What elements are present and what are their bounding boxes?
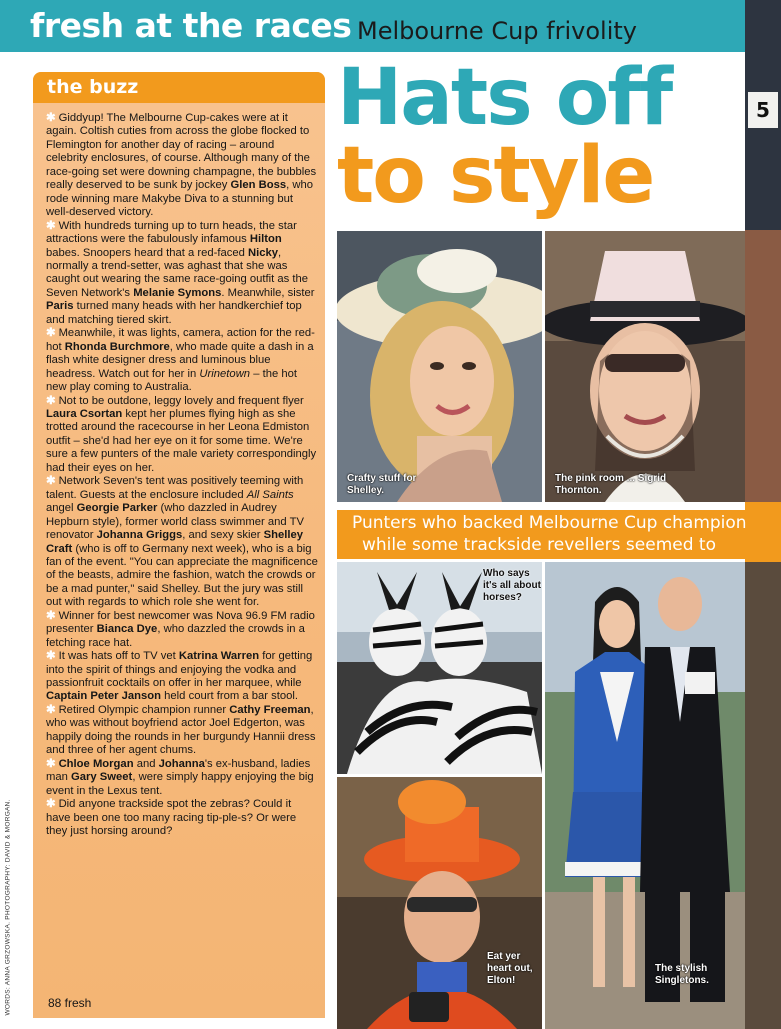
adjacent-page-edge <box>745 0 781 1029</box>
buzz-body <box>46 112 318 838</box>
buzz-title: the buzz <box>47 76 139 98</box>
photo-zebras <box>337 562 542 774</box>
asterisk-bullet-icon: ✱ <box>46 703 59 716</box>
headline-line-2: to style <box>337 131 654 221</box>
asterisk-bullet-icon: ✱ <box>46 394 59 407</box>
buzz-text: Retired Olympic champion runner <box>58 703 230 716</box>
buzz-paragraph <box>46 327 318 394</box>
asterisk-bullet-icon: ✱ <box>46 475 59 488</box>
buzz-celebrity-name: Cathy Freeman <box>229 703 311 716</box>
buzz-celebrity-name: Glen Boss <box>230 179 287 192</box>
buzz-text: , normally a trend-setter, was aghast that she was caught out wearing the same race-going outfit as the Seven Network's <box>46 246 309 299</box>
buzz-paragraph <box>46 395 318 476</box>
buzz-text: It was hats off to TV vet <box>58 650 179 663</box>
edge-number-fragment: 5 <box>748 92 778 128</box>
buzz-celebrity-name: Captain Peter Janson <box>46 690 162 703</box>
section-subtitle: Melbourne Cup frivolity <box>357 17 637 45</box>
buzz-text: . Meanwhile, sister <box>221 286 315 299</box>
buzz-celebrity-name: Katrina Warren <box>178 650 260 663</box>
buzz-celebrity-name: Shelley Craft <box>46 529 303 555</box>
buzz-paragraph <box>46 475 318 610</box>
photo-credits: WORDS: ANNA GRZOWSKA. PHOTOGRAPHY: DAVID & MORGAN. <box>4 799 12 1016</box>
photo-orange-hat <box>337 777 542 1029</box>
section-title: fresh at the races <box>30 6 352 45</box>
buzz-text: , who dazzled the crowds in a fetching race hat. <box>46 623 305 649</box>
caption-zebras: Who says it's all about horses? <box>483 568 541 603</box>
asterisk-bullet-icon: ✱ <box>46 798 59 811</box>
buzz-celebrity-name: Georgie Parker <box>76 502 158 515</box>
photo-shelley-craft <box>337 231 542 502</box>
buzz-text: Not to be outdone, leggy lovely and frequent flyer <box>58 394 304 407</box>
buzz-paragraph <box>46 610 318 650</box>
edge-photo-bottom <box>745 562 781 1029</box>
buzz-text: held court from a bar stool. <box>161 690 298 703</box>
buzz-celebrity-name: Johanna Griggs <box>96 529 183 542</box>
buzz-celebrity-name: Bianca Dye <box>96 623 158 636</box>
caption-sigrid: The pink room ... Sigrid Thornton. <box>555 473 667 496</box>
buzz-text: babes. Snoopers heard that a red-faced <box>46 246 249 259</box>
buzz-paragraph <box>46 220 318 328</box>
buzz-celebrity-name: Rhonda Burchmore <box>64 340 170 353</box>
asterisk-bullet-icon: ✱ <box>46 327 59 340</box>
asterisk-bullet-icon: ✱ <box>46 112 59 124</box>
buzz-text: – the hot new play coming to Australia. <box>46 367 297 394</box>
buzz-celebrity-name: Gary Sweet <box>71 771 133 784</box>
buzz-text: Meanwhile, it was lights, camera, action for the red-hot <box>46 327 315 353</box>
buzz-text: (who is off to Germany next week), who is a big fan of the event. "You can appreciate the magnificence of the beasts, admire the fashion, watch the crowds or be a mad punter," said Shelley. But the jury was still out with regards to which role she went for. <box>46 542 318 609</box>
banner-line-1: Punters who backed Melbourne Cup champion <box>352 513 747 533</box>
edge-banner <box>745 502 781 562</box>
edge-photo-middle <box>745 230 781 502</box>
buzz-celebrity-name: Nicky <box>248 246 279 259</box>
caption-elton: Eat yer heart out, Elton! <box>487 951 533 986</box>
buzz-text: , and sexy skier <box>182 529 264 542</box>
photo-singletons <box>545 562 745 1029</box>
section-header <box>0 0 745 52</box>
buzz-italic-title: All Saints <box>246 488 294 501</box>
banner-line-2: while some trackside revellers seemed to <box>362 535 716 555</box>
buzz-paragraph <box>46 112 318 220</box>
buzz-text: Winner for best newcomer was Nova 96.9 FM radio presenter <box>46 609 315 636</box>
caption-shelley: Crafty stuff for Shelley. <box>347 473 417 496</box>
story-banner <box>337 510 745 559</box>
buzz-italic-title: Urinetown <box>199 367 251 380</box>
buzz-text: Network Seven's tent was positively teeming with talent. Guests at the enclosure included <box>46 475 304 501</box>
headline-line-1: Hats off <box>337 53 672 143</box>
buzz-column <box>33 72 325 1018</box>
headline <box>337 53 745 234</box>
buzz-text: Did anyone trackside spot the zebras? Could it have been one too many racing tip-ple-s? Or were they just horsing around? <box>46 798 297 838</box>
photo-sigrid-thornton <box>545 231 745 502</box>
buzz-text: Giddyup! The Melbourne Cup-cakes were at it again. Coltish cuties from across the globe flocked to Flemington for another day of racing – around celebrity enclosures, of course. Although many of the race-going set were downing champagne, the bubbles really deserved to be sunk by jockey <box>46 112 317 192</box>
buzz-celebrity-name: Laura Csortan <box>46 407 123 420</box>
buzz-paragraph <box>46 798 318 838</box>
buzz-text: , who was without boyfriend actor Joel Edgerton, was happily doing the rounds in her burgundy Hannii dress and three of her agent chums. <box>46 703 316 757</box>
buzz-text: , who rode winning mare Makybe Diva to a stunning but well-deserved victory. <box>46 179 314 219</box>
buzz-text: , were simply happy enjoying the big event in the Lexus tent. <box>46 771 314 797</box>
buzz-text: kept her plumes flying high as she trotted around the racecourse in her Leona Edmiston outfit – she'd had her eye on it for some time. We're sure a few punters of the male variety correspondingly had their eyes on her. <box>46 407 317 474</box>
asterisk-bullet-icon: ✱ <box>46 757 59 770</box>
buzz-celebrity-name: Johanna <box>158 757 205 770</box>
buzz-title-bar <box>33 72 325 103</box>
buzz-celebrity-name: Paris <box>46 300 74 313</box>
buzz-text: turned many heads with her handkerchief top and matching tiered skirt. <box>46 300 302 326</box>
buzz-celebrity-name: Hilton <box>249 233 282 246</box>
buzz-text: 's ex-husband, ladies man <box>46 757 311 784</box>
buzz-celebrity-name: Melanie Symons <box>133 286 222 299</box>
buzz-text: , who made quite a dash in a flash white designer dress and luminous blue headress. Watch out for her in <box>46 340 314 380</box>
asterisk-bullet-icon: ✱ <box>46 219 59 232</box>
buzz-text: and <box>133 757 159 770</box>
buzz-paragraph <box>46 758 318 798</box>
buzz-text: for getting into the spirit of things and enjoying the vodka and passionfruit cocktails on offer in her marquee, while <box>46 650 313 690</box>
buzz-text: angel <box>46 502 77 515</box>
asterisk-bullet-icon: ✱ <box>46 650 59 663</box>
buzz-celebrity-name: Chloe Morgan <box>58 757 134 770</box>
buzz-text: (who dazzled in Audrey Hepburn style), former world class swimmer and TV renovator <box>46 502 304 542</box>
buzz-text: With hundreds turning up to turn heads, the star attractions were the fabulously infamous <box>46 219 297 246</box>
buzz-paragraph <box>46 704 318 758</box>
page-number: 88 fresh <box>48 996 92 1010</box>
caption-singletons: The stylish Singletons. <box>655 963 709 986</box>
buzz-paragraph <box>46 650 318 704</box>
asterisk-bullet-icon: ✱ <box>46 609 59 622</box>
